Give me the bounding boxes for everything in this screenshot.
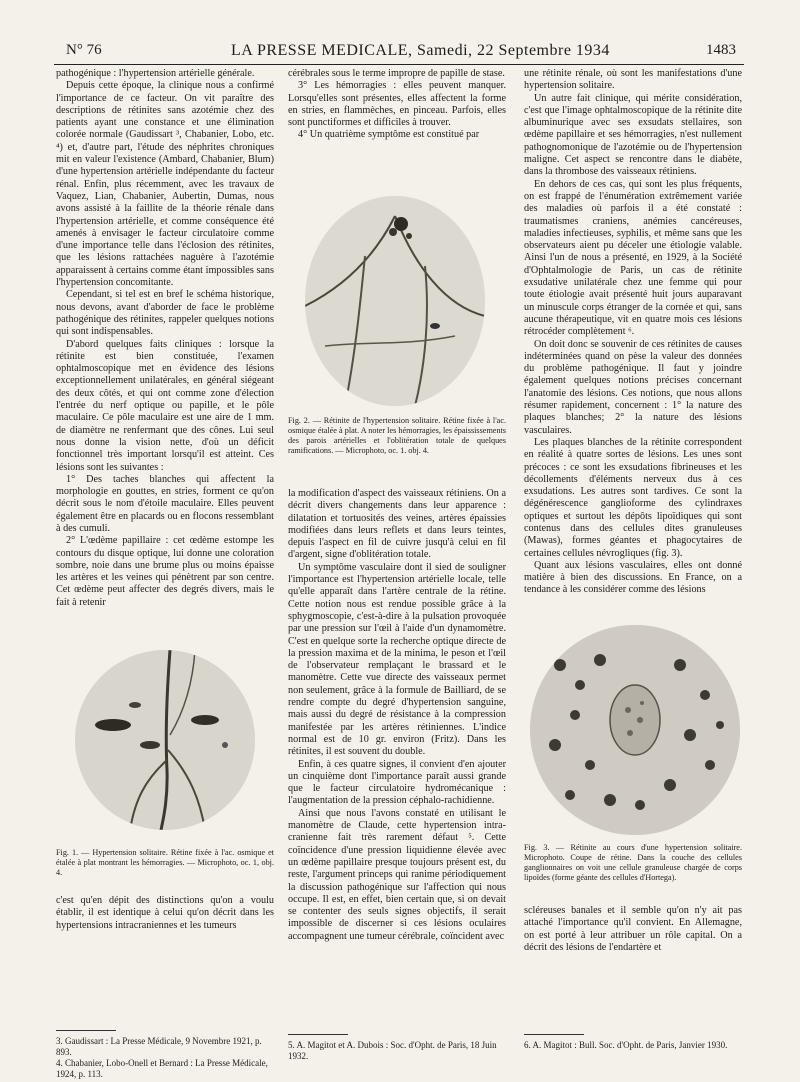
journal-title: LA PRESSE MEDICALE, Samedi, 22 Septembre 1934 <box>231 42 610 59</box>
paragraph: Quant aux lésions vasculaires, elles ont donné matière à bien des discussions. En France, on a tendance à les considérer comme des lésions <box>524 559 742 596</box>
paragraph: cérébrales sous le terme impropre de papille de stase. <box>288 68 505 79</box>
figure-3-micrograph <box>530 625 740 835</box>
footnote-column-2: 5. A. Magitot et A. Dubois : Soc. d'Opht. de Paris, 18 Juin 1932. <box>288 1040 497 1061</box>
figure-1-caption: Fig. 1. — Hypertension solitaire. Rétine fixée à l'ac. osmique et étalée à plat montrant les hémorragies. — Microphoto, oc. 1, obj. 4. <box>56 848 274 877</box>
column-1-continuation: c'est qu'en dépit des distinctions qu'on a voulu établir, il est identique à celui qu'on décrit dans les hypertensions intracraniennes et les tumeurs <box>56 895 274 931</box>
column-2-top <box>288 68 506 142</box>
paragraph: D'abord quelques faits cliniques : lorsque la rétinite est bien constituée, l'examen ophtalmoscopique met en évidence des lésions exceptionnellement unilatérales, en général siégeant des deux côtés, et qui ont comme zone d'élection l'entrée du nerf optique ou papille, et le pôle maculaire. Ce pôle maculaire est une aire de 1 mm. de diamètre ne renfermant que des cônes. Lui seul nous donne la vision nette, d'où un déficit fonctionnel très important lorsqu'il est atteint. Ces lésions sont les suivantes : <box>56 338 274 473</box>
footnote-rule <box>288 1034 348 1035</box>
figure-2-micrograph <box>305 196 485 406</box>
column-2-bottom <box>288 488 506 943</box>
paragraph: Les plaques blanches de la rétinite correspondent en réalité à quatre sortes de lésions. Les unes sont précoces : ce sont les exsudations fibrineuses et les décollements d'éléments nerveux dus à ces exsudations. Les autres sont tardives. Ce sont la dégénérescence ganglioforme des cylindraxes optiques et surtout les dépôts lipoïdiques qui sont contenus dans des cellules dites granuleuses (Mawas), formes géantes et phagocytaires de certaines cellules névrogliques (fig. 3). <box>524 436 742 559</box>
paragraph: On doit donc se souvenir de ces rétinites de causes indéterminées quand on pèse la valeur des données du problème pathogénique. Il faut y joindre également quelques notions précises concernant l'anatomie des lésions. Ces notions, que nous allons résumer rapidement, concernent : 1° la nature des plaques blanches; 2° la nature des lésions vasculaires. <box>524 338 742 436</box>
paragraph: Un symptôme vasculaire dont il sied de souligner l'importance est l'hypertension artérielle locale, telle qu'elle apparaît dans l'artère centrale de la rétine. Cette notion nous est rendue possible grâce à la sphygmoscopie, c'est-à-dire à la pulsation provoquée par une pression sur l'œil à l'aide d'un dynamomètre. C'est en quelque sorte la recherche optique directe de la pression maxima et de la minima, le peson et l'œil de l'observateur remplaçant le brassard et le manomètre. Cette vue directe des vaisseaux permet non seulement, grâce à la formule de Bailliard, de se rendre compte du degré d'hypertension sanguine, mais aussi du degré de résistance à la compression manifestée par les artères rétiniennes. L'indice normal est de 10 gr. environ (Fritz). Dans les rétinites, il est souvent du double. <box>288 561 506 758</box>
paragraph: 3° Les hémorragies : elles peuvent manquer. Lorsqu'elles sont présentes, elles affectent la forme en stries, en flammèches, en pinceau. Parfois, elles sont punctiformes et difficiles à trouver. <box>288 80 506 129</box>
issue-number: N° 76 <box>66 42 102 58</box>
paragraph: la modification d'aspect des vaisseaux rétiniens. On a décrit divers changements dans leur apparence : dilatation et tortuosités des veines, artères épaissies modifiées dans leurs reflets et dans leurs teintes, depuis l'aspect en fil de cuivre jusqu'à celui en fil d'argent, signe d'oblitération totale. <box>288 488 506 561</box>
column-1 <box>56 68 274 609</box>
footnotes-column-1 <box>56 1036 274 1080</box>
paragraph: En dehors de ces cas, qui sont les plus fréquents, on est frappé de l'énumération extrêmement variée des maladies où parfois il a été constaté : traumatismes craniens, anémies cancéreuses, maladies infectieuses, syphilis, et même sans que les observateurs aient pu déceler une étiologie valable. Ainsi l'un de nous a présenté, en 1929, à la Société d'Ophtalmologie de Paris, un cas de rétinite exsudative unilatérale chez une femme qui pour toute étiologie avait présenté huit jours auparavant un minuscule corps étranger de la cornée et qui, sans aucune thérapeutique, vit en quatre mois ces lésions rétrocéder complètement ⁶. <box>524 178 742 338</box>
paragraph: pathogénique : l'hypertension artérielle générale. <box>56 68 255 79</box>
page-header <box>66 42 736 64</box>
paragraph: Depuis cette époque, la clinique nous a confirmé l'importance de ce facteur. On vit paraître des descriptions de rétinites sans azotémie chez des patients ayant une constance et une élimination colorée normale (Gaudissart ³, Chabanier, Lobo, etc. ⁴) et, d'autre part, l'étude des néphrites chroniques mit en valeur l'existence (Ambard, Chabanier, Blum) d'une hypertension artérielle indépendante du facteur rénal. Enfin, plus récemment, avec les travaux de Vaquez, Lian, Chabanier, Aubertin, Dumas, nous avons assisté à la faillite de la théorie rénale dans l'hypertension artérielle, et comme conséquence été amenés à envisager le facteur circulatoire comme d'une importance telle dans l'éclosion des rétinites, que les lésions rattachées naguère à l'azotémie apparaissent à certains comme étant impossibles sans l'hypertension concomitante. <box>56 80 274 289</box>
paragraph: une rétinite rénale, où sont les manifestations d'une hypertension solitaire. <box>524 68 742 92</box>
paragraph: Ainsi que nous l'avons constaté en utilisant le manomètre de Claude, cette hypertension intra-cranienne fait très rarement défaut ⁵. Cette coïncidence d'une pression liquidienne élevée avec un œdème papillaire presque toujours présent est, du reste, l'argument princeps qui ranime périodiquement la discussion pathogénique sur l'affection qui nous occupe. Il est, en effet, bien certain que, si on devait se contenter des seuls signes objectifs, il serait impossible de discerner si ces lésions oculaires accompagnent une tumeur cérébrale, coïncident avec <box>288 807 506 942</box>
header-rule <box>54 64 744 65</box>
paragraph: 1° Des taches blanches qui affectent la morphologie en gouttes, en stries, forment ce qu'on décrit sous le nom d'étoile maculaire. Elles peuvent également être en placards ou en flocons ressemblant à des cumuli. <box>56 473 274 534</box>
column-3-continuation: scléreuses banales et il semble qu'on n'y ait pas attaché l'importance qu'il convient. En Allemagne, on est porté à leur attribuer un rôle capital. On a décrit des lésions de l'endartère et <box>524 905 742 953</box>
figure-1-micrograph <box>75 650 255 830</box>
paragraph: 2° L'œdème papillaire : cet œdème estompe les contours du disque optique, lui donne une coloration sombre, noie dans une brume plus ou moins épaisse les artères et les veines qui pénètrent par son centre. Cet œdème peut affecter des degrés divers, mais le fait à retenir <box>56 535 274 608</box>
paragraph: Un autre fait clinique, qui mérite considération, c'est que l'image ophtalmoscopique de la rétinite dite albuminurique avec ses exsudats stellaires, son œdème papillaire et ses hémorragies, n'est nullement pathognomonique de l'azotémie ou de l'hypertension maligne. Cet aspect se rencontre dans le diabète, dans la thrombose des vaisseaux rétiniens. <box>524 92 742 178</box>
paragraph: Cependant, si tel est en bref le schéma historique, nous devons, avant d'aborder de face le problème pathogénique des rétinites, rappeler quelques notions qui sont indispensables. <box>56 289 274 338</box>
footnote-rule <box>524 1034 584 1035</box>
paragraph: Enfin, à ces quatre signes, il convient d'en ajouter un cinquième dont l'importance paraît aussi grande que le facteur circulatoire hydromécanique : l'augmentation de la pression céphalo-rachidienne. <box>288 758 506 807</box>
paragraph: 4° Un quatrième symptôme est constitué par <box>298 129 480 141</box>
footnote: 4. Chabanier, Lobo-Onell et Bernard : La Presse Médicale, 1924, p. 113. <box>56 1058 268 1079</box>
footnote-rule <box>56 1030 116 1031</box>
column-3 <box>524 68 742 597</box>
page-number: 1483 <box>706 42 736 58</box>
figure-3-caption: Fig. 3. — Rétinite au cours d'une hypertension solitaire. Microphoto. Coupe de rétine. Dans la couche des cellules ganglionnaires on voit une cellule granuleuse chargée de corps lipoïdes (forme géante des cellules d'Hortega). <box>524 843 742 882</box>
footnote-column-3: 6. A. Magitot : Bull. Soc. d'Opht. de Paris, Janvier 1930. <box>524 1040 728 1050</box>
footnote: 3. Gaudissart : La Presse Médicale, 9 Novembre 1921, p. 893. <box>56 1036 262 1057</box>
figure-2-caption: Fig. 2. — Rétinite de l'hypertension solitaire. Rétine fixée à l'ac. osmique étalée à plat. A noter les hémorragies, les épaississements des parois artérielles et l'oblitération totale de quelques ramifications. — Microphoto, oc. 1. obj. 4. <box>288 416 506 455</box>
